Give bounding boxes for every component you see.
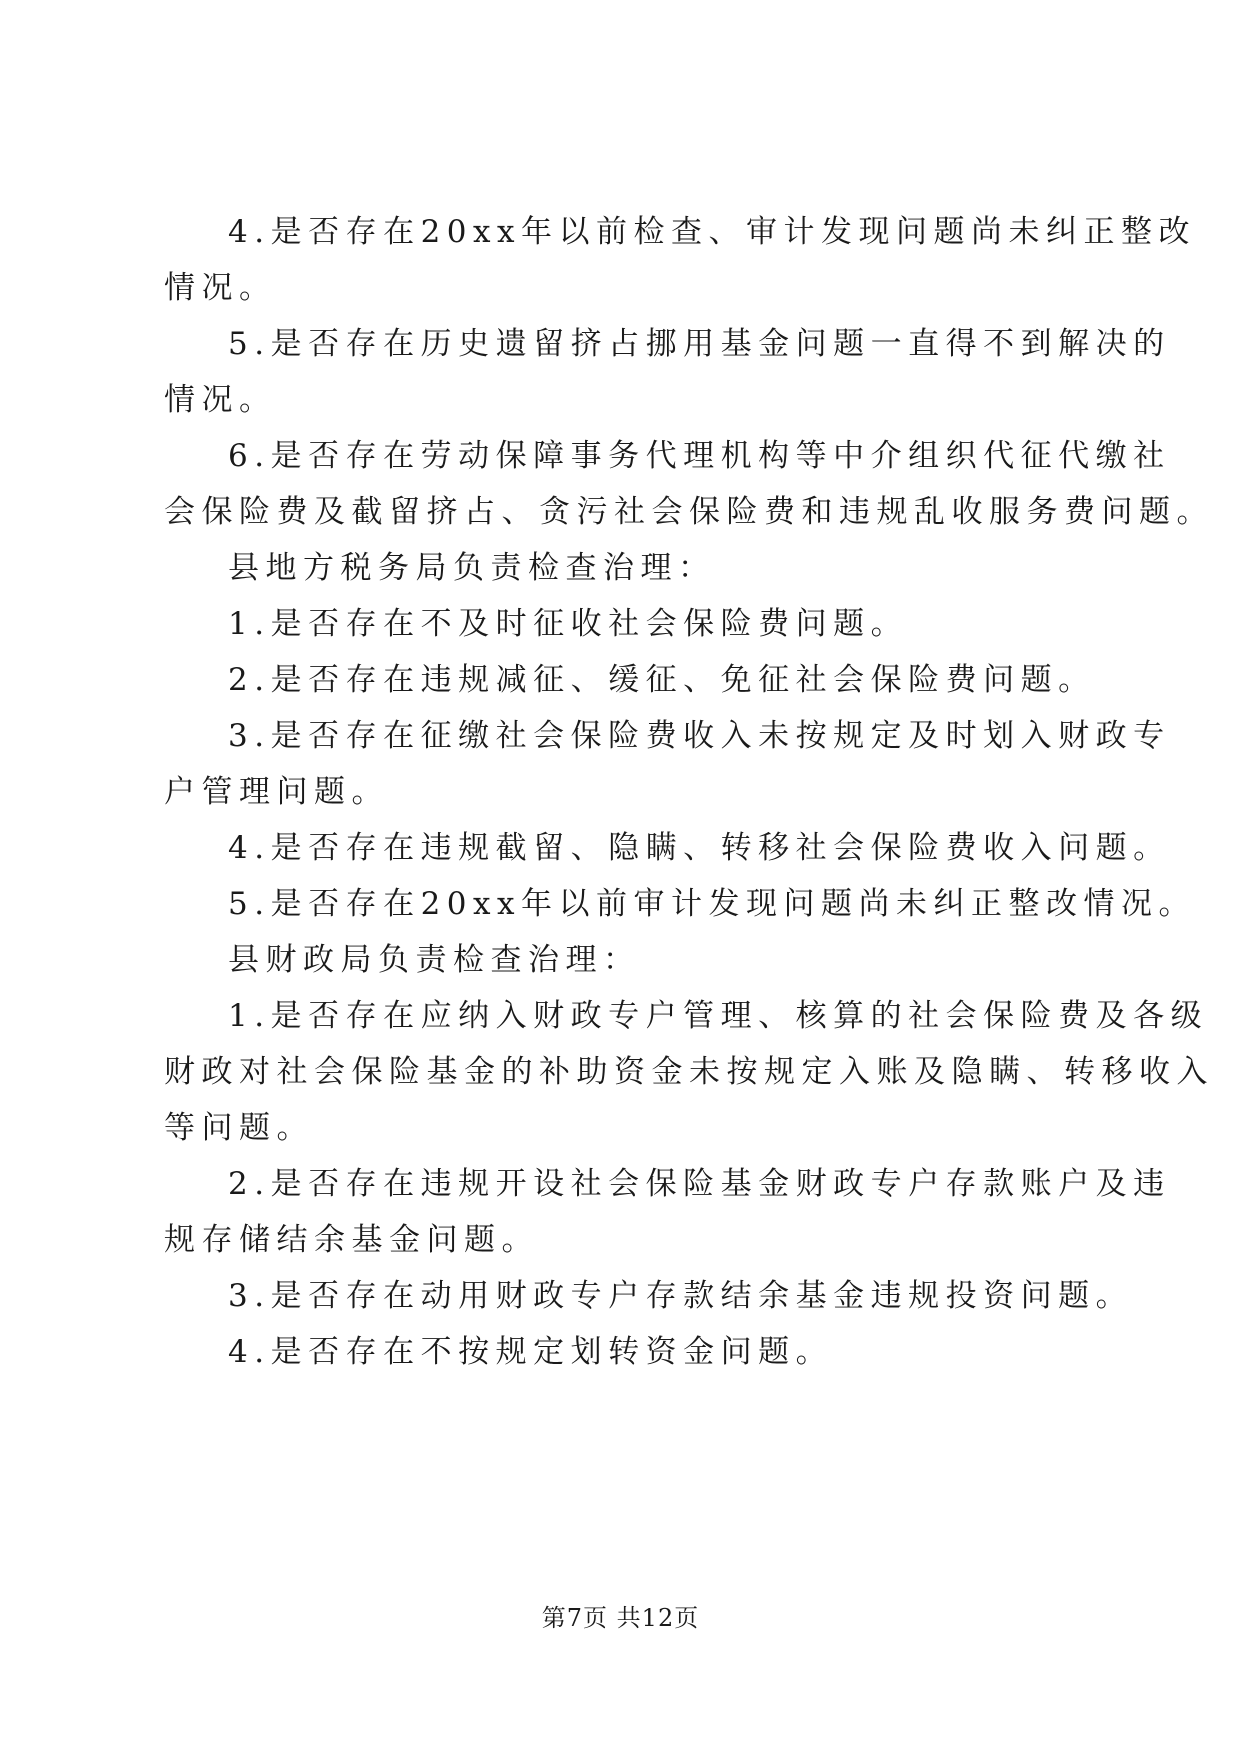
page-footer: 第7页 共12页	[541, 1604, 700, 1632]
paragraph-line: 6.是否存在劳动保障事务代理机构等中介组织代征代缴社	[228, 438, 1171, 474]
paragraph-line: 3.是否存在动用财政专户存款结余基金违规投资问题。	[228, 1278, 1134, 1314]
paragraph-line: 情况。	[164, 270, 277, 306]
paragraph-line: 会保险费及截留挤占、贪污社会保险费和违规乱收服务费问题。	[164, 494, 1214, 530]
paragraph-line: 2.是否存在违规开设社会保险基金财政专户存款账户及违	[228, 1166, 1171, 1202]
paragraph-line: 4.是否存在违规截留、隐瞒、转移社会保险费收入问题。	[228, 830, 1171, 866]
section-heading: 县地方税务局负责检查治理：	[228, 550, 716, 586]
paragraph-line: 1.是否存在应纳入财政专户管理、核算的社会保险费及各级	[228, 998, 1209, 1034]
paragraph-line: 财政对社会保险基金的补助资金未按规定入账及隐瞒、转移收入	[164, 1054, 1214, 1090]
paragraph-line: 情况。	[164, 382, 277, 418]
paragraph-line: 4.是否存在不按规定划转资金问题。	[228, 1334, 834, 1370]
paragraph-line: 等问题。	[164, 1110, 314, 1146]
paragraph-line: 4.是否存在20xx年以前检查、审计发现问题尚未纠正整改	[228, 214, 1196, 250]
paragraph-line: 3.是否存在征缴社会保险费收入未按规定及时划入财政专	[228, 718, 1171, 754]
paragraph-line: 规存储结余基金问题。	[164, 1222, 539, 1258]
paragraph-line: 2.是否存在违规减征、缓征、免征社会保险费问题。	[228, 662, 1096, 698]
paragraph-line: 户管理问题。	[164, 774, 389, 810]
paragraph-line: 5.是否存在20xx年以前审计发现问题尚未纠正整改情况。	[228, 886, 1196, 922]
section-heading: 县财政局负责检查治理：	[228, 942, 641, 978]
paragraph-line: 5.是否存在历史遗留挤占挪用基金问题一直得不到解决的	[228, 326, 1171, 362]
paragraph-line: 1.是否存在不及时征收社会保险费问题。	[228, 606, 909, 642]
